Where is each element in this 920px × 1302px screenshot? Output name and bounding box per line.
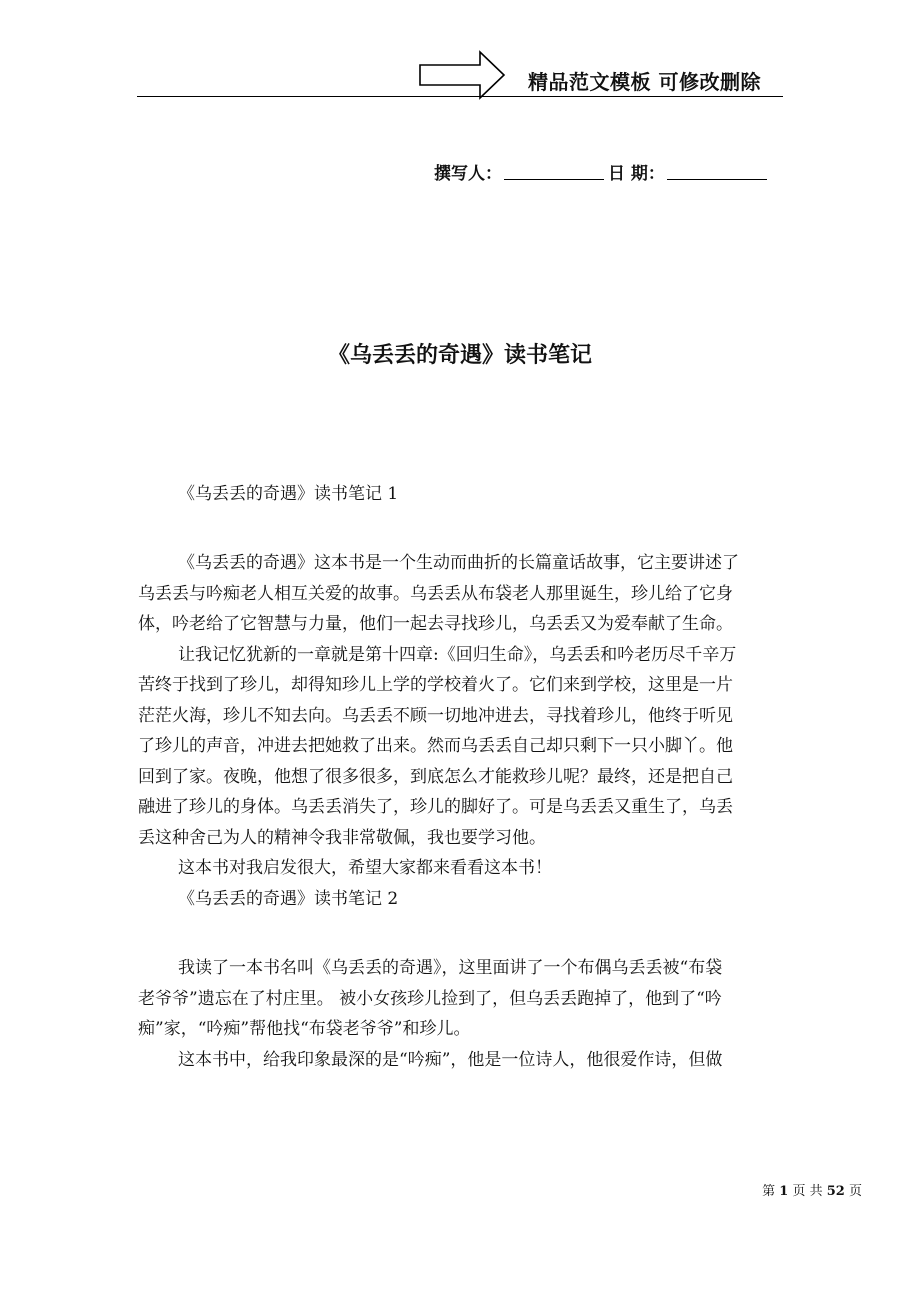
paragraph-line: 我读了一本书名叫《乌丢丢的奇遇》，这里面讲了一个布偶乌丢丢被“布袋 xyxy=(178,958,723,978)
footer-middle: 页 共 xyxy=(792,1184,823,1199)
page-footer xyxy=(762,1180,862,1199)
author-blank[interactable] xyxy=(504,159,604,180)
paragraph-line: 丢这种舍己为人的精神令我非常敬佩，我也要学习他。 xyxy=(138,827,546,848)
paragraph-line: 融进了珍儿的身体。乌丢丢消失了，珍儿的脚好了。可是乌丢丢又重生了，乌丢 xyxy=(138,797,733,817)
document-title: 《乌丢丢的奇遇》读书笔记 xyxy=(327,343,592,368)
paragraph-line: 了珍儿的声音，冲进去把她救了出来。然而乌丢丢自己却只剩下一只小脚丫。他 xyxy=(138,736,733,756)
note2-heading: 《乌丢丢的奇遇》读书笔记 2 xyxy=(178,888,399,909)
header-rule xyxy=(137,96,783,97)
header-title: 精品范文模板 可修改删除 xyxy=(528,70,761,94)
paragraph-line: 苦终于找到了珍儿，却得知珍儿上学的学校着火了。它们来到学校，这里是一片 xyxy=(138,675,733,695)
footer-suffix: 页 xyxy=(848,1184,862,1199)
date-blank[interactable] xyxy=(667,159,767,180)
paragraph-line: 体，吟老给了它智慧与力量，他们一起去寻找珍儿，乌丢丢又为爱奉献了生命。 xyxy=(138,614,733,634)
paragraph-line: 痴”家，“吟痴”帮他找“布袋老爷爷”和珍儿。 xyxy=(138,1019,471,1039)
author-label: 撰写人： xyxy=(434,164,502,184)
arrow-right-icon xyxy=(418,50,508,100)
date-label: 日 期： xyxy=(608,164,665,184)
paragraph-line: 乌丢丢与吟痴老人相互关爱的故事。乌丢丢从布袋老人那里诞生，珍儿给了它身 xyxy=(138,583,733,604)
paragraph-line: 茫茫火海，珍儿不知去向。乌丢丢不顾一切地冲进去，寻找着珍儿，他终于听见 xyxy=(138,705,733,726)
paragraph-line: 让我记忆犹新的一章就是第十四章:《回归生命》，乌丢丢和吟老历尽千辛万 xyxy=(178,644,737,665)
paragraph-line: 回到了家。夜晚，他想了很多很多，到底怎么才能救珍儿呢？最终，还是把自己 xyxy=(138,766,733,787)
footer-prefix: 第 xyxy=(762,1184,776,1199)
page-number: 1 xyxy=(779,1184,789,1199)
paragraph-line: 《乌丢丢的奇遇》这本书是一个生动而曲折的长篇童话故事，它主要讲述了 xyxy=(178,553,739,573)
note1-heading: 《乌丢丢的奇遇》读书笔记 1 xyxy=(178,484,399,504)
paragraph-line: 老爷爷”遗忘在了村庄里。 被小女孩珍儿捡到了，但乌丢丢跑掉了，他到了“吟 xyxy=(138,988,722,1009)
author-date-line xyxy=(434,158,771,184)
paragraph-line: 这本书中，给我印象最深的是“吟痴”，他是一位诗人，他很爱作诗，但做 xyxy=(178,1049,723,1070)
page-total: 52 xyxy=(826,1184,845,1199)
paragraph-line: 这本书对我启发很大，希望大家都来看看这本书！ xyxy=(178,858,552,878)
